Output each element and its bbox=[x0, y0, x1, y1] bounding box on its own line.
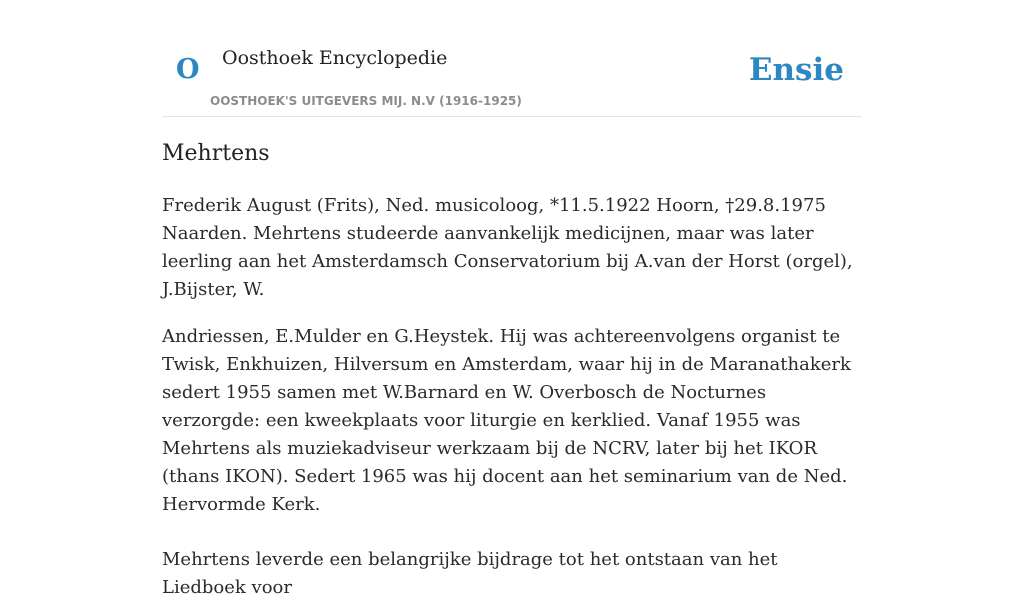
entry-paragraph-3: Mehrtens leverde een belangrijke bijdrage tot het ontstaan van het Liedboek voor bbox=[162, 549, 778, 598]
publication-logo[interactable]: O bbox=[176, 54, 200, 85]
publication-title[interactable]: Oosthoek Encyclopedie bbox=[222, 47, 448, 69]
publisher-label: OOSTHOEK'S UITGEVERS MIJ. N.V (1916-1925) bbox=[210, 94, 522, 108]
header bbox=[162, 0, 862, 117]
ensie-logo-link[interactable]: Ensie bbox=[748, 52, 844, 88]
entry-paragraph-1: Frederik August (Frits), Ned. musicoloog, *11.5.1922 Hoorn, †29.8.1975 Naarden. Mehrtens studeerde aanvankelijk medicijnen, maar was later leerling aan het Amsterdamsch Conservatorium bij A.van der Horst (orgel), J.Bijster, W. bbox=[162, 195, 853, 300]
entry-title: Mehrtens bbox=[162, 141, 270, 166]
entry-content bbox=[162, 136, 862, 602]
entry-paragraph-2: Andriessen, E.Mulder en G.Heystek. Hij was achtereenvolgens organist te Twisk, Enkhuizen, Hilversum en Amsterdam, waar hij in de Maranathakerk sedert 1955 samen met W.Barnard en W. Overbosch de Nocturnes verzorgde: een kweekplaats voor liturgie en kerklied. Vanaf 1955 was Mehrtens als muziekadviseur werkzaam bij de NCRV, later bij het IKOR (thans IKON). Sedert 1965 was hij docent aan het seminarium van de Ned. Hervormde Kerk. bbox=[162, 326, 851, 515]
